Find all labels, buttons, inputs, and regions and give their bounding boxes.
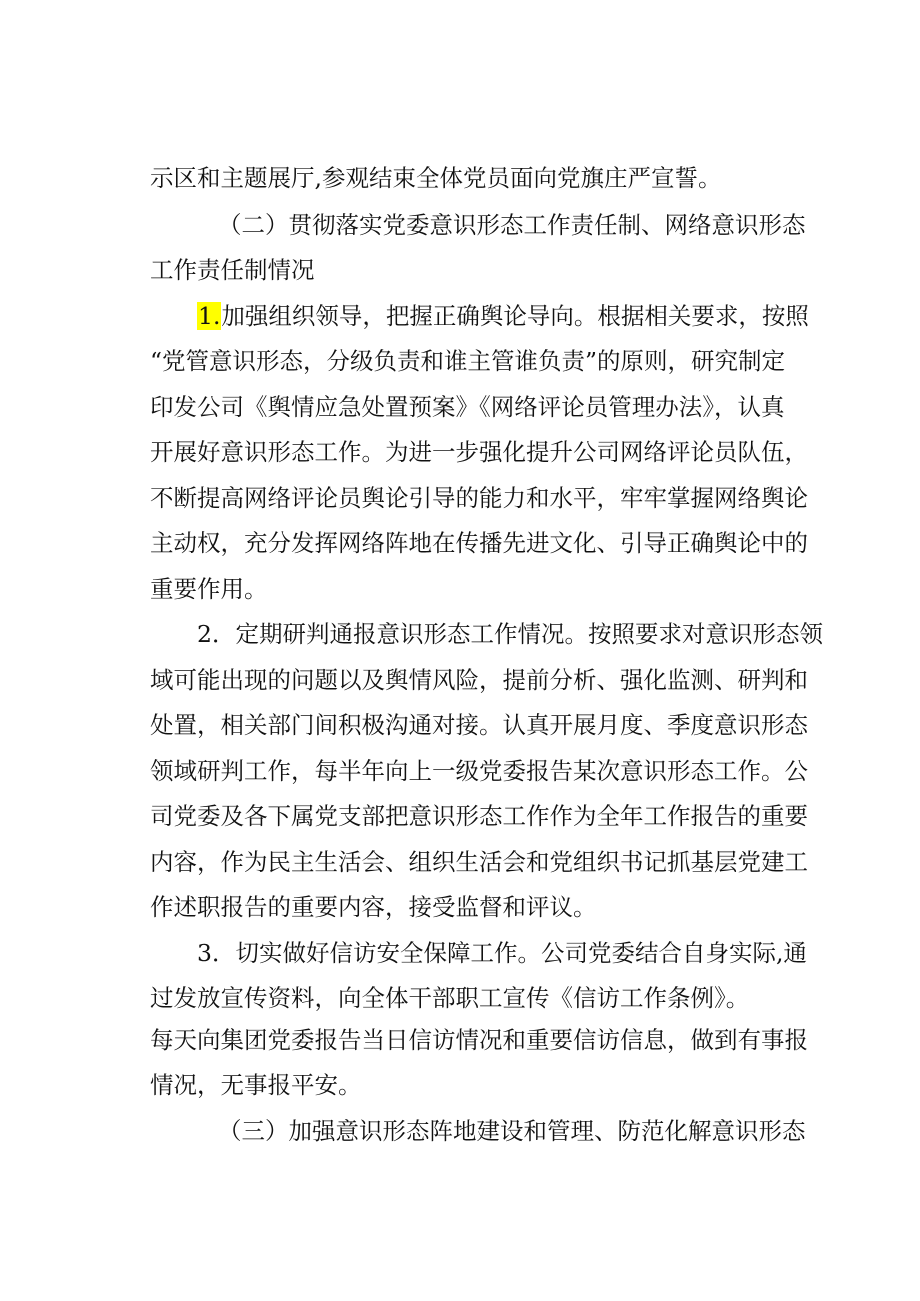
paragraph-line: 情况，无事报平安。: [150, 1071, 362, 1099]
section-heading: （二）贯彻落实党委意识形态工作责任制、网络意识形态: [218, 211, 806, 239]
paragraph-line: 域可能出现的问题以及舆情风险，提前分析、强化监测、研判和: [150, 666, 808, 694]
paragraph-line: 内容，作为民主生活会、组织生活会和党组织书记抓基层党建工: [150, 848, 808, 876]
paragraph-line: 重要作用。: [150, 575, 268, 603]
paragraph-line: 过发放宣传资料，向全体干部职工宣传《信访工作条例》。: [150, 984, 750, 1012]
paragraph-line: 作述职报告的重要内容，接受监督和评议。: [150, 893, 597, 921]
paragraph-line: 处置，相关部门间积极沟通对接。认真开展月度、季度意识形态: [150, 711, 808, 739]
paragraph-line: 2．定期研判通报意识形态工作情况。按照要求对意识形态领: [197, 620, 823, 648]
paragraph-text: 加强组织领导，把握正确舆论导向。根据相关要求，按照: [221, 302, 809, 330]
section-heading: （三）加强意识形态阵地建设和管理、防范化解意识形态: [218, 1117, 806, 1145]
paragraph-line: [197, 301, 809, 331]
paragraph-line: 3．切实做好信访安全保障工作。公司党委结合自身实际,通: [197, 939, 807, 967]
paragraph-line: “党管意识形态，分级负责和谁主管谁负责”的原则，研究制定: [150, 347, 786, 375]
paragraph-line: 司党委及各下属党支部把意识形态工作作为全年工作报告的重要: [150, 802, 808, 830]
paragraph-line: 每天向集团党委报告当日信访情况和重要信访信息，做到有事报: [150, 1026, 808, 1054]
paragraph-line: 不断提高网络评论员舆论引导的能力和水平，牢牢掌握网络舆论: [150, 484, 808, 512]
highlighted-number: 1.: [198, 302, 221, 330]
paragraph-line: 开展好意识形态工作。为进一步强化提升公司网络评论员队伍，: [150, 438, 808, 466]
paragraph-line: 示区和主题展厅,参观结束全体党员面向党旗庄严宣誓。: [150, 164, 722, 192]
section-heading-continued: 工作责任制情况: [150, 256, 315, 284]
paragraph-line: 印发公司《舆情应急处置预案》《网络评论员管理办法》，认真: [150, 393, 785, 421]
paragraph-line: 领域研判工作，每半年向上一级党委报告某次意识形态工作。公: [150, 757, 808, 785]
paragraph-line: 主动权，充分发挥网络阵地在传播先进文化、引导正确舆论中的: [150, 529, 808, 557]
